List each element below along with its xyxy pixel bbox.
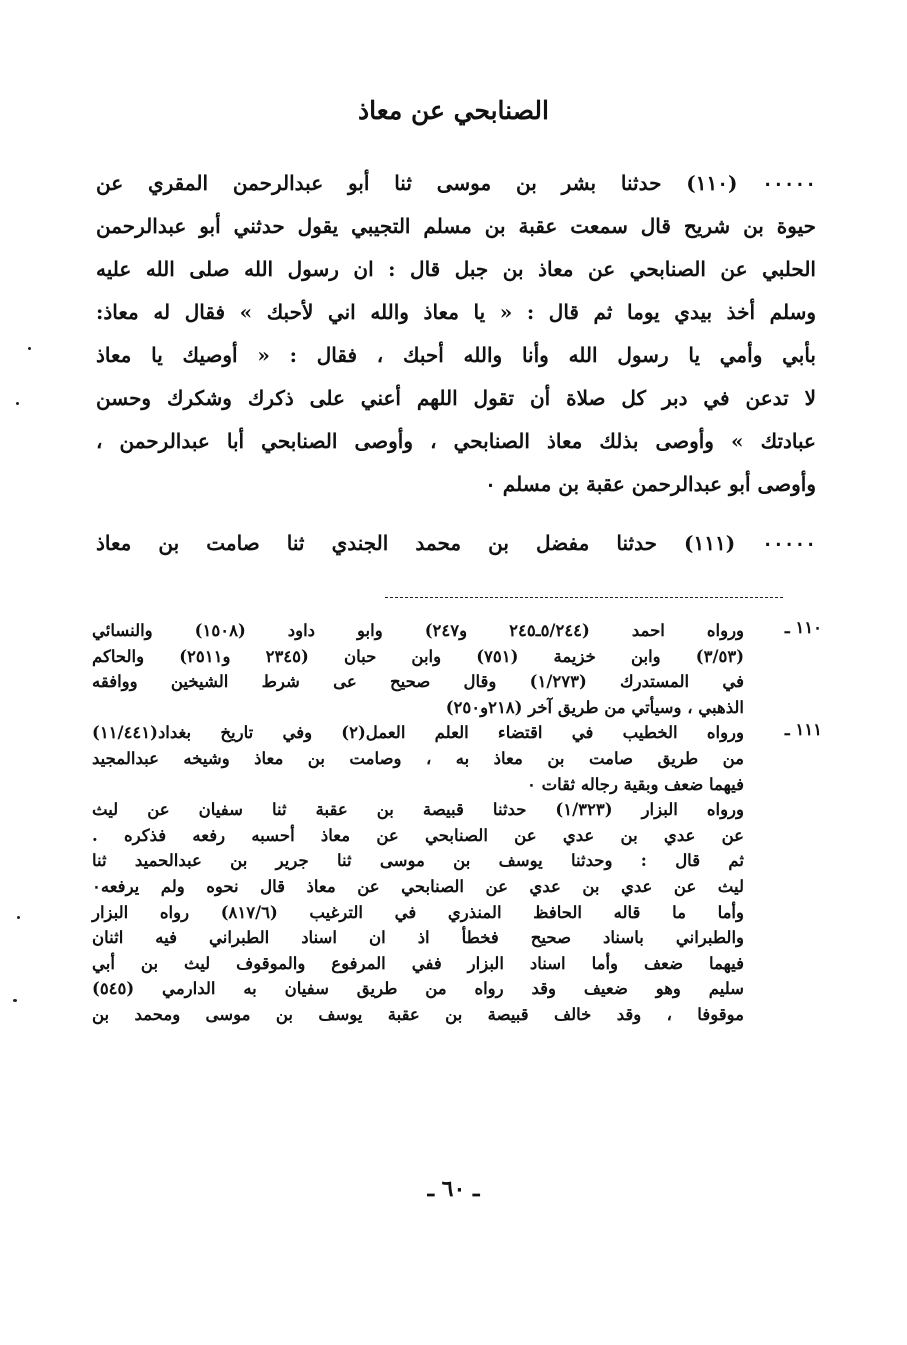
body-line: وسلم أخذ بيدي يوما ثم قال : « يا معاذ والله اني لأحبك » فقال له معاذ: [96, 300, 816, 324]
footnote-111 [92, 720, 822, 1027]
footnote-110 [92, 618, 822, 720]
body-line: عبادتك » وأوصى بذلك معاذ الصنابحي ، وأوصى الصنابحي أبا عبدالرحمن ، [96, 429, 816, 453]
footnote-line: وأما ما قاله الحافظ المنذري في الترغيب (٨١٧/٦) رواه البزار [92, 902, 744, 922]
footnote-line: والطبراني باسناد صحيح فخطأ اذ ان اسناد الطبراني فيه اثنان [92, 928, 744, 948]
footnote-line: سليم وهو ضعيف وقد رواه من طريق سفيان به الدارمي (٥٤٥) [92, 979, 744, 999]
footnote-line: ليث عن عدي بن عدي عن الصنابحي عن معاذ قال نحوه ولم يرفعه٠ [92, 876, 744, 896]
section-heading: الصنابحي عن معاذ [358, 96, 549, 125]
body-line: بأبي وأمي يا رسول الله وأنا والله أحبك ، فقال : « أوصيك يا معاذ [96, 343, 816, 367]
page-number: ـ ٦٠ ـ [427, 1176, 480, 1202]
hadith-body [96, 162, 816, 565]
footnote-line: موقوفا ، وقد خالف قبيصة بن عقبة يوسف بن موسى ومحمد بن [92, 1004, 744, 1024]
body-line: لا تدعن في دبر كل صلاة أن تقول اللهم أعني على ذكرك وشكرك وحسن [96, 386, 816, 410]
footnote-line: عن عدي بن عدي عن الصنابحي عن معاذ أحسبه رفعه فذكره . [92, 825, 744, 845]
footnote-number: ١١٠ ـ [784, 618, 822, 637]
footnote-line: ورواه احمد (٥/٢٤٤ـ٢٤٥ و٢٤٧) وابو داود (١٥٠٨) والنسائي [92, 621, 745, 640]
footnote-line: (٣/٥٣) وابن خزيمة (٧٥١) وابن حبان (٢٣٤٥ و٢٥١١) والحاكم [92, 646, 745, 666]
footnote-line: فيهما ضعف وبقية رجاله ثقات ٠ [527, 774, 744, 794]
scan-speck [16, 402, 19, 405]
scan-speck [17, 916, 20, 919]
footnote-line: ثم قال : وحدثنا يوسف بن موسى ثنا جرير بن عبدالحميد ثنا [92, 851, 744, 871]
footnote-divider [385, 597, 783, 598]
footnotes [92, 618, 822, 1028]
scan-speck [13, 999, 17, 1002]
footnote-line: ورواه الخطيب في اقتضاء العلم العمل(٢) وفي تاريخ بغداد(١١/٤٤١) [92, 723, 744, 743]
body-line: الحلبي عن الصنابحي عن معاذ بن جبل قال : ان رسول الله صلى الله عليه [96, 257, 816, 281]
body-line: وأوصى أبو عبدالرحمن عقبة بن مسلم ٠ [485, 472, 816, 496]
footnote-number: ١١١ ـ [784, 720, 822, 740]
scan-speck [28, 347, 31, 350]
footnote-line: فيهما ضعف وأما اسناد البزار ففي المرفوع والموقوف ليث بن أبي [92, 953, 744, 973]
body-line: ٠٠٠٠٠ (١١٠) حدثنا بشر بن موسى ثنا أبو عبدالرحمن المقري عن [96, 171, 816, 195]
footnote-line: من طريق صامت بن معاذ به ، وصامت بن معاذ وشيخه عبدالمجيد [92, 748, 744, 768]
footnote-line: في المستدرك (١/٢٧٣) وقال صحيح عى شرط الشيخين ووافقه [92, 672, 744, 692]
body-line-hadith-111: ٠٠٠٠٠ (١١١) حدثنا مفضل بن محمد الجندي ثنا صامت بن معاذ [96, 531, 816, 555]
body-line: حيوة بن شريح قال سمعت عقبة بن مسلم التجيبي يقول حدثني أبو عبدالرحمن [96, 214, 816, 238]
footnote-line: ورواه البزار (١/٣٢٣) حدثنا قبيصة بن عقبة ثنا سفيان عن ليث [92, 800, 744, 820]
footnote-line: الذهبي ، وسيأتي من طريق آخر (٢١٨و٢٥٠) [445, 697, 744, 717]
